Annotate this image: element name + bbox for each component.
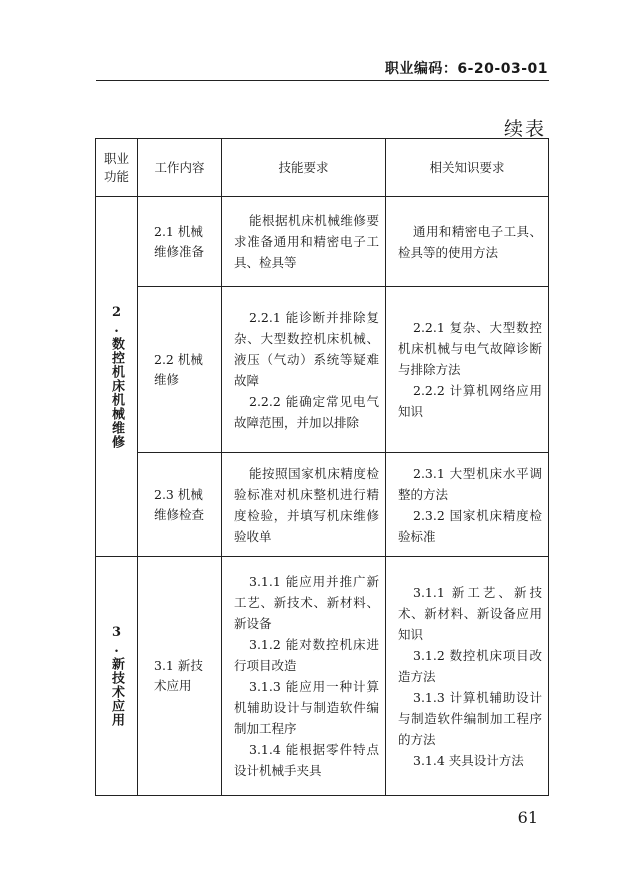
knowledge-item: 2.3.2 国家机床精度检验标准: [398, 507, 542, 544]
skill-cell: [222, 453, 386, 557]
skill-item: 3.1.1 能应用并推广新工艺、新技术、新材料、新设备: [234, 574, 379, 631]
function-label: 2.数控机床机械维修: [109, 304, 124, 449]
occupation-code: 职业编码：6-20-03-01: [384, 61, 548, 77]
skill-item: 3.1.3 能应用一种计算机辅助设计与制造软件编制加工程序: [234, 679, 379, 736]
knowledge-cell: [386, 453, 549, 557]
knowledge-item: 2.2.2 计算机网络应用知识: [398, 383, 542, 419]
header-function: [96, 139, 138, 197]
function-label: 3.新技术应用: [109, 625, 124, 727]
knowledge-item: 3.1.1 新工艺、新技术、新材料、新设备应用知识: [398, 584, 542, 642]
table-row: [96, 453, 549, 557]
skills-table: [95, 138, 549, 796]
header-skill: 技能要求: [222, 139, 386, 197]
knowledge-cell: [386, 287, 549, 453]
table-header-row: [96, 139, 549, 197]
skill-item: 3.1.4 能根据零件特点设计机械手夹具: [234, 742, 379, 778]
skill-item: 能按照国家机床精度检验标准对机床整机进行精度检验，并填写机床维修验收单: [234, 465, 379, 544]
skill-item: 3.1.2 能对数控机床进行项目改造: [234, 637, 379, 673]
header-rule: [96, 80, 549, 81]
knowledge-cell: [386, 557, 549, 796]
knowledge-item: 2.3.1 大型机床水平调整的方法: [398, 465, 542, 502]
continued-label: 续表: [503, 118, 546, 140]
work-cell: 2.2 机械维修: [138, 287, 222, 453]
header-work: 工作内容: [138, 139, 222, 197]
work-cell: 3.1 新技术应用: [138, 557, 222, 796]
knowledge-item: 3.1.3 计算机辅助设计与制造软件编制加工程序的方法: [398, 689, 542, 747]
table-row: [96, 557, 549, 796]
work-cell: 2.3 机械维修检查: [138, 453, 222, 557]
table-row: [96, 197, 549, 287]
skill-item: 2.2.1 能诊断并排除复杂、大型数控机床机械、液压（气动）系统等疑难故障: [234, 309, 379, 388]
header-function-label: 职业功能: [103, 150, 129, 184]
page-number: 61: [517, 808, 538, 827]
knowledge-item: 3.1.2 数控机床项目改造方法: [398, 647, 542, 684]
skill-item: 能根据机床机械维修要求准备通用和精密电子工具、检具等: [234, 213, 379, 270]
function-cell: [96, 197, 138, 557]
knowledge-item: 2.2.1 复杂、大型数控机床机械与电气故障诊断与排除方法: [398, 320, 542, 377]
skill-cell: [222, 287, 386, 453]
knowledge-item: 3.1.4 夹具设计方法: [413, 752, 524, 768]
table-row: [96, 287, 549, 453]
function-cell: [96, 557, 138, 796]
work-cell: 2.1 机械维修准备: [138, 197, 222, 287]
knowledge-item: 通用和精密电子工具、检具等的使用方法: [398, 223, 542, 260]
knowledge-cell: [386, 197, 549, 287]
skill-item: 2.2.2 能确定常见电气故障范围，并加以排除: [234, 393, 379, 430]
skill-cell: [222, 557, 386, 796]
header-knowledge: 相关知识要求: [386, 139, 549, 197]
skill-cell: [222, 197, 386, 287]
